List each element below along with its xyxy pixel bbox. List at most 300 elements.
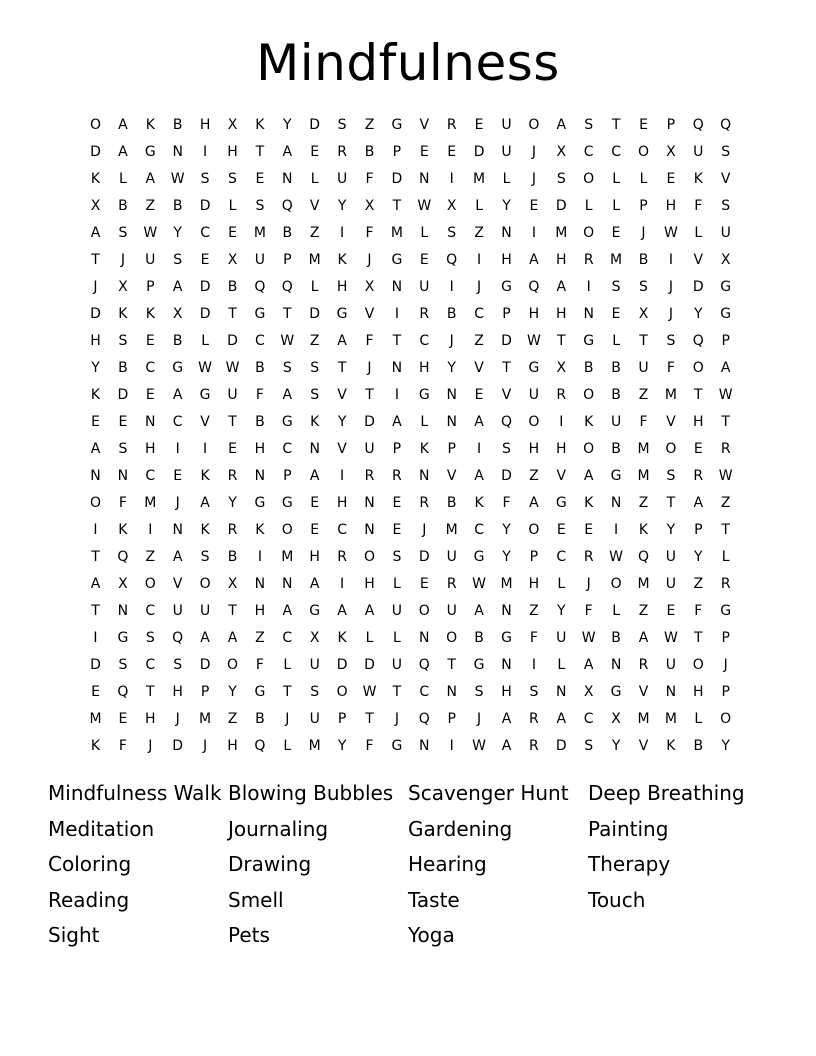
grid-cell: W: [472, 738, 487, 754]
grid-cell: I: [93, 630, 98, 646]
grid-row: [82, 301, 742, 328]
grid-cell: A: [90, 576, 101, 592]
grid-row: [82, 571, 742, 598]
grid-cell: E: [310, 495, 320, 511]
grid-cell: L: [420, 414, 429, 430]
grid-cell: O: [528, 522, 540, 538]
grid-cell: E: [310, 522, 320, 538]
grid-cell: Y: [502, 198, 511, 214]
grid-cell: E: [529, 198, 539, 214]
grid-cell: X: [227, 117, 238, 133]
grid-cell: S: [584, 117, 594, 133]
grid-cell: C: [145, 657, 156, 673]
grid-cell: I: [257, 549, 262, 565]
grid-cell: G: [501, 279, 512, 295]
word-list-item: Painting: [588, 816, 669, 841]
grid-cell: Z: [309, 333, 320, 349]
grid-cell: L: [694, 225, 703, 241]
grid-cell: I: [449, 171, 454, 187]
grid-cell: C: [145, 360, 156, 376]
grid-cell: E: [228, 441, 237, 457]
grid-cell: A: [529, 495, 539, 511]
grid-cell: P: [502, 306, 511, 322]
grid-cell: O: [144, 576, 156, 592]
grid-cell: E: [584, 522, 594, 538]
grid-cell: D: [199, 306, 211, 322]
grid-cell: T: [365, 387, 374, 403]
grid-cell: E: [255, 171, 265, 187]
grid-cell: D: [555, 198, 567, 214]
grid-cell: T: [228, 306, 237, 322]
grid-cell: V: [446, 468, 457, 484]
grid-cell: A: [200, 630, 210, 646]
grid-cell: S: [118, 225, 128, 241]
grid-cell: H: [227, 144, 238, 160]
grid-cell: N: [419, 630, 430, 646]
grid-cell: V: [419, 117, 430, 133]
grid-cell: Q: [254, 279, 266, 295]
grid-cell: O: [363, 549, 376, 565]
grid-cell: X: [364, 198, 375, 214]
grid-cell: P: [447, 711, 456, 727]
grid-cell: K: [310, 414, 320, 430]
grid-cell: G: [720, 306, 732, 322]
grid-cell: S: [118, 441, 128, 457]
grid-cell: I: [614, 522, 619, 538]
grid-cell: B: [118, 360, 128, 376]
grid-cell: K: [584, 495, 594, 511]
grid-cell: Y: [502, 522, 511, 538]
grid-cell: T: [721, 414, 730, 430]
grid-cell: J: [477, 279, 482, 295]
grid-cell: U: [446, 549, 457, 565]
grid-cell: L: [392, 630, 401, 646]
grid-cell: E: [173, 468, 183, 484]
grid-cell: R: [720, 441, 731, 457]
grid-cell: D: [391, 171, 403, 187]
grid-cell: O: [583, 225, 595, 241]
grid-cell: S: [173, 657, 183, 673]
grid-cell: S: [173, 252, 183, 268]
grid-cell: R: [720, 576, 731, 592]
grid-cell: S: [474, 684, 484, 700]
word-list-item: Drawing: [228, 852, 312, 876]
grid-cell: N: [446, 684, 457, 700]
grid-row: [82, 598, 742, 625]
grid-cell: T: [611, 117, 621, 133]
grid-cell: Y: [447, 360, 456, 376]
grid-cell: V: [364, 306, 375, 322]
grid-cell: Y: [173, 225, 182, 241]
grid-cell: R: [419, 306, 430, 322]
grid-cell: I: [586, 279, 591, 295]
grid-cell: W: [663, 630, 678, 646]
grid-cell: A: [118, 117, 128, 133]
grid-cell: L: [584, 198, 593, 214]
grid-cell: U: [665, 657, 677, 673]
word-list-item: Mindfulness Walk: [48, 781, 222, 805]
grid-cell: K: [118, 522, 128, 538]
grid-cell: B: [583, 360, 594, 376]
grid-cell: Q: [172, 630, 184, 646]
grid-cell: M: [308, 738, 321, 754]
grid-cell: L: [612, 333, 620, 349]
grid-cell: G: [254, 306, 266, 322]
grid-cell: S: [255, 198, 265, 214]
grid-row: [82, 382, 742, 409]
grid-cell: J: [531, 144, 536, 160]
grid-cell: Y: [666, 522, 676, 538]
grid-cell: C: [255, 333, 265, 349]
grid-cell: L: [310, 279, 319, 295]
word-list-item: Sight: [48, 923, 100, 947]
grid-cell: A: [309, 468, 320, 484]
grid-cell: O: [692, 360, 704, 376]
grid-cell: Z: [364, 117, 375, 133]
grid-cell: V: [474, 360, 484, 376]
grid-cell: N: [309, 441, 320, 457]
grid-cell: D: [555, 738, 567, 754]
grid-cell: C: [282, 441, 293, 457]
word-list-item: Yoga: [408, 923, 455, 947]
grid-cell: T: [392, 198, 402, 214]
grid-cell: M: [473, 171, 486, 187]
grid-cell: K: [666, 738, 676, 754]
grid-cell: K: [337, 630, 347, 646]
grid-cell: Q: [500, 414, 513, 430]
grid-cell: Z: [145, 549, 156, 565]
grid-cell: N: [583, 306, 594, 322]
grid-cell: K: [474, 495, 484, 511]
grid-cell: P: [529, 549, 539, 565]
grid-cell: T: [502, 360, 511, 376]
grid-cell: K: [255, 522, 265, 538]
grid-cell: B: [255, 711, 265, 727]
grid-cell: G: [418, 387, 430, 403]
grid-cell: E: [666, 171, 676, 187]
grid-cell: E: [639, 117, 648, 133]
grid-cell: Q: [446, 252, 458, 268]
grid-cell: P: [283, 468, 292, 484]
grid-cell: C: [583, 144, 594, 160]
grid-cell: V: [337, 387, 347, 403]
grid-cell: O: [226, 657, 239, 673]
grid-cell: F: [118, 738, 127, 754]
grid-cell: B: [611, 441, 621, 457]
word-list-item: Coloring: [48, 852, 132, 876]
word-list-item: Journaling: [228, 816, 329, 841]
grid-cell: R: [529, 711, 539, 727]
grid-cell: M: [500, 576, 513, 592]
grid-cell: Y: [91, 360, 100, 376]
grid-cell: A: [501, 738, 512, 754]
grid-cell: M: [253, 225, 266, 241]
grid-cell: O: [692, 657, 704, 673]
grid-cell: A: [501, 711, 512, 727]
grid-cell: D: [473, 144, 485, 160]
grid-cell: H: [309, 549, 320, 565]
grid-cell: G: [583, 333, 595, 349]
grid-cell: R: [583, 549, 594, 565]
grid-cell: V: [638, 738, 649, 754]
grid-cell: V: [337, 441, 347, 457]
grid-cell: G: [309, 603, 321, 619]
grid-cell: O: [720, 711, 732, 727]
grid-cell: K: [90, 738, 101, 754]
grid-cell: N: [419, 171, 430, 187]
grid-cell: A: [392, 414, 402, 430]
grid-cell: J: [148, 738, 153, 754]
grid-cell: H: [145, 711, 156, 727]
grid-cell: X: [556, 144, 567, 160]
grid-cell: I: [449, 738, 454, 754]
grid-cell: W: [170, 171, 185, 187]
grid-cell: Q: [281, 279, 293, 295]
grid-cell: M: [637, 441, 650, 457]
word-list-item: Taste: [408, 887, 460, 912]
grid-cell: J: [723, 657, 728, 673]
grid-cell: D: [199, 657, 211, 673]
grid-cell: V: [501, 387, 512, 403]
grid-cell: T: [694, 630, 703, 646]
grid-cell: M: [610, 252, 623, 268]
grid-cell: S: [200, 549, 210, 565]
grid-cell: A: [556, 117, 567, 133]
grid-cell: X: [556, 360, 567, 376]
grid-cell: G: [555, 495, 567, 511]
grid-cell: A: [364, 603, 375, 619]
grid-cell: H: [693, 414, 704, 430]
grid-cell: K: [419, 441, 429, 457]
grid-cell: I: [394, 306, 399, 322]
grid-cell: Z: [529, 603, 539, 619]
grid-cell: G: [501, 630, 512, 646]
grid-cell: I: [668, 252, 673, 268]
grid-cell: H: [90, 333, 101, 349]
grid-cell: I: [340, 576, 345, 592]
grid-cell: N: [282, 576, 293, 592]
grid-row: [82, 328, 742, 355]
grid-cell: T: [392, 333, 402, 349]
grid-cell: S: [310, 684, 320, 700]
grid-cell: R: [419, 495, 430, 511]
word-list-item: Smell: [228, 887, 284, 912]
grid-cell: S: [337, 117, 347, 133]
grid-cell: K: [145, 306, 155, 322]
grid-cell: K: [90, 171, 101, 187]
grid-cell: A: [172, 549, 183, 565]
grid-cell: F: [666, 360, 675, 376]
grid-cell: D: [227, 333, 238, 349]
grid-cell: H: [227, 738, 238, 754]
grid-cell: D: [117, 387, 129, 403]
grid-cell: T: [228, 414, 237, 430]
grid-cell: T: [91, 252, 100, 268]
grid-cell: Z: [309, 225, 320, 241]
grid-cell: W: [581, 630, 596, 646]
grid-cell: I: [340, 468, 345, 484]
grid-cell: B: [255, 360, 265, 376]
grid-cell: L: [612, 603, 620, 619]
grid-cell: P: [200, 684, 210, 700]
grid-cell: S: [556, 171, 566, 187]
grid-cell: H: [528, 441, 540, 457]
grid-cell: I: [449, 279, 454, 295]
grid-cell: F: [255, 387, 264, 403]
grid-cell: M: [281, 549, 294, 565]
grid-cell: E: [474, 117, 484, 133]
grid-cell: G: [473, 657, 485, 673]
grid-cell: O: [665, 441, 677, 457]
grid-cell: I: [175, 441, 180, 457]
word-list-item: Reading: [48, 887, 130, 912]
grid-cell: H: [556, 252, 567, 268]
grid-row: [82, 193, 742, 220]
grid-cell: X: [583, 684, 594, 700]
grid-cell: Z: [720, 495, 731, 511]
grid-cell: S: [721, 144, 731, 160]
grid-cell: Z: [227, 711, 238, 727]
grid-cell: X: [90, 198, 101, 214]
grid-cell: B: [172, 333, 183, 349]
grid-cell: N: [172, 522, 183, 538]
grid-cell: F: [694, 603, 703, 619]
grid-cell: N: [419, 468, 430, 484]
grid-cell: H: [254, 603, 266, 619]
grid-cell: Y: [694, 306, 703, 322]
grid-cell: Z: [145, 198, 156, 214]
grid-cell: O: [583, 441, 595, 457]
grid-cell: Y: [337, 198, 347, 214]
grid-cell: Q: [117, 549, 129, 565]
grid-cell: G: [391, 252, 403, 268]
grid-cell: E: [200, 252, 210, 268]
grid-cell: N: [501, 657, 512, 673]
grid-cell: C: [583, 711, 594, 727]
grid-cell: D: [692, 279, 704, 295]
grid-row: [82, 733, 742, 760]
grid-cell: T: [146, 684, 155, 700]
grid-cell: E: [392, 522, 402, 538]
grid-cell: T: [447, 657, 456, 673]
grid-cell: F: [639, 414, 648, 430]
grid-cell: M: [664, 387, 677, 403]
grid-cell: W: [526, 333, 541, 349]
grid-cell: O: [418, 603, 430, 619]
grid-cell: H: [336, 279, 348, 295]
grid-cell: S: [145, 630, 155, 646]
grid-cell: A: [90, 225, 101, 241]
grid-cell: W: [663, 225, 678, 241]
grid-cell: E: [474, 387, 484, 403]
grid-cell: M: [664, 711, 677, 727]
grid-cell: M: [637, 576, 650, 592]
word-list-item: Pets: [228, 923, 270, 947]
grid-cell: L: [612, 198, 620, 214]
grid-cell: E: [447, 144, 457, 160]
grid-cell: L: [420, 225, 429, 241]
grid-cell: M: [89, 711, 102, 727]
grid-cell: S: [666, 333, 676, 349]
grid-cell: I: [93, 522, 98, 538]
grid-row: [82, 112, 742, 139]
grid-cell: P: [337, 711, 347, 727]
grid-row: [82, 220, 742, 247]
grid-cell: P: [392, 441, 402, 457]
grid-cell: T: [557, 333, 566, 349]
grid-cell: Y: [694, 549, 703, 565]
grid-cell: P: [392, 144, 402, 160]
grid-cell: G: [610, 684, 622, 700]
grid-cell: G: [254, 495, 266, 511]
grid-cell: N: [501, 225, 512, 241]
grid-cell: G: [720, 279, 732, 295]
grid-cell: P: [447, 441, 456, 457]
grid-cell: S: [639, 279, 648, 295]
word-list-item: Touch: [588, 887, 646, 912]
grid-cell: Q: [528, 279, 540, 295]
grid-cell: R: [337, 144, 347, 160]
grid-cell: U: [665, 576, 677, 592]
grid-cell: Q: [637, 549, 650, 565]
word-list-item: Hearing: [408, 852, 487, 876]
grid-cell: T: [91, 549, 100, 565]
grid-cell: N: [254, 576, 266, 592]
grid-cell: V: [556, 468, 567, 484]
grid-cell: D: [309, 117, 321, 133]
grid-cell: K: [90, 387, 101, 403]
grid-cell: L: [557, 576, 566, 592]
grid-cell: U: [145, 252, 156, 268]
grid-cell: D: [90, 144, 101, 160]
grid-cell: N: [501, 603, 512, 619]
grid-row: [82, 274, 742, 301]
grid-cell: F: [365, 171, 374, 187]
grid-cell: S: [200, 171, 210, 187]
grid-cell: R: [446, 117, 457, 133]
grid-cell: J: [477, 711, 482, 727]
grid-cell: N: [145, 414, 156, 430]
grid-cell: J: [586, 576, 591, 592]
grid-cell: T: [228, 603, 237, 619]
grid-cell: H: [254, 441, 266, 457]
grid-cell: T: [283, 684, 292, 700]
grid-cell: A: [693, 495, 704, 511]
grid-cell: B: [118, 198, 128, 214]
grid-cell: A: [337, 333, 347, 349]
grid-cell: G: [720, 603, 732, 619]
grid-cell: U: [254, 252, 266, 268]
grid-cell: N: [282, 171, 293, 187]
grid-cell: B: [611, 387, 621, 403]
grid-cell: X: [446, 198, 457, 214]
grid-cell: S: [447, 225, 457, 241]
grid-cell: H: [172, 684, 183, 700]
grid-cell: O: [446, 630, 458, 646]
grid-cell: R: [583, 252, 594, 268]
grid-cell: J: [422, 522, 427, 538]
grid-row: [82, 490, 742, 517]
word-list-item: Meditation: [48, 816, 155, 841]
grid-cell: J: [367, 252, 372, 268]
grid-cell: E: [611, 306, 621, 322]
grid-cell: F: [584, 603, 593, 619]
grid-cell: L: [557, 657, 566, 673]
grid-cell: Y: [557, 603, 566, 619]
grid-cell: I: [340, 225, 345, 241]
grid-cell: U: [227, 387, 238, 403]
grid-cell: R: [638, 657, 649, 673]
